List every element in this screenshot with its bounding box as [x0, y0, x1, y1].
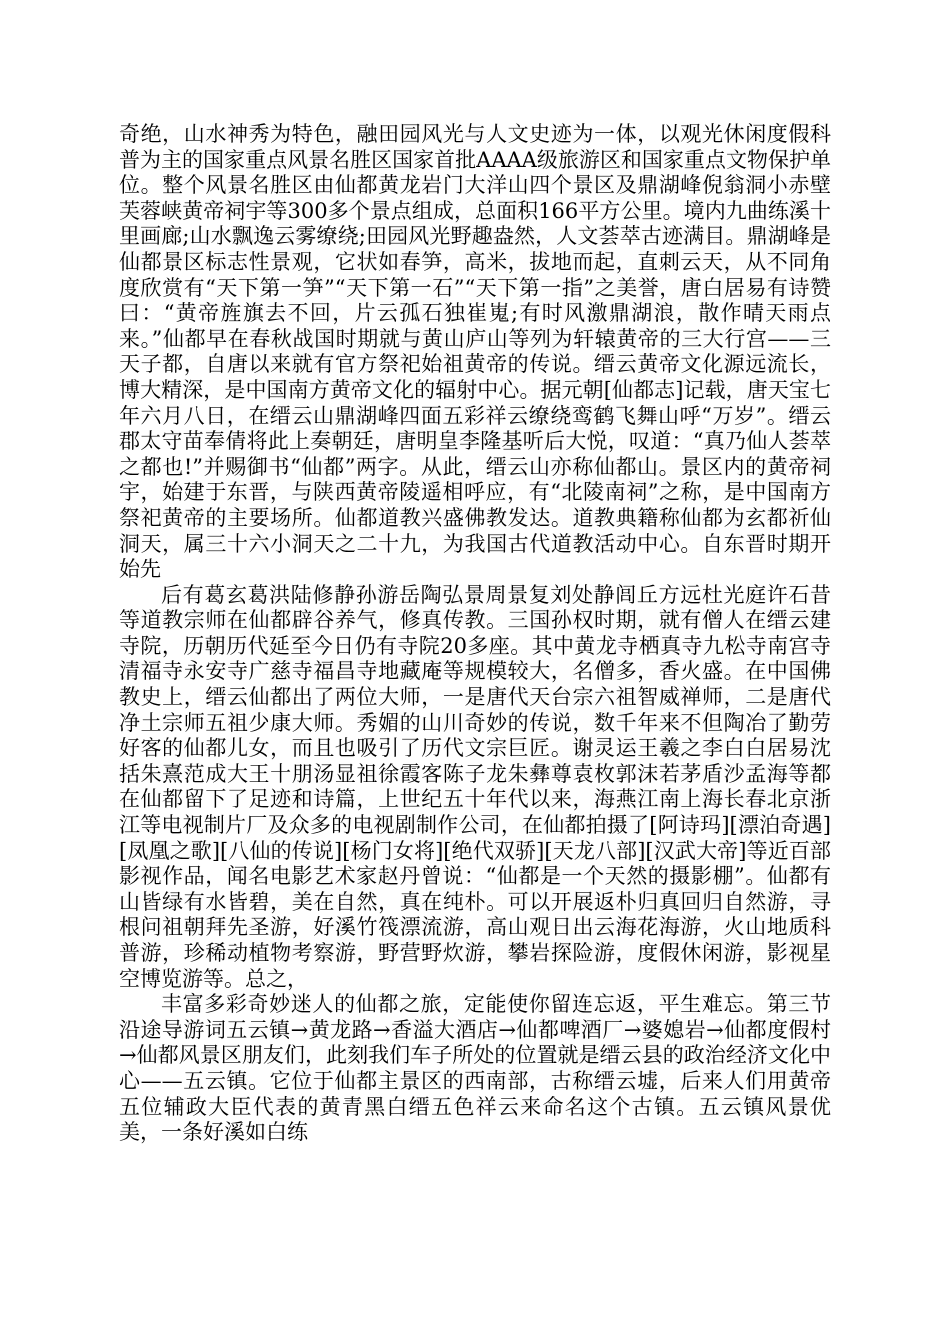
document-body [119, 122, 831, 1146]
paragraph-2: 后有葛玄葛洪陆修静孙游岳陶弘景周景复刘处静闾丘方远杜光庭许石昔等道教宗师在仙都辟谷养气，修真传教。三国孙权时期，就有僧人在缙云建寺院，历朝历代延至今日仍有寺院20多座。其中黄龙寺栖真寺九松寺南宫寺清福寺永安寺广慈寺福昌寺地藏庵等规模较大，名僧多，香火盛。在中国佛教史上，缙云仙都出了两位大师，一是唐代天台宗六祖智威禅师，二是唐代净土宗师五祖少康大师。秀媚的山川奇妙的传说，数千年来不但陶冶了勤劳好客的仙都儿女，而且也吸引了历代文宗巨匠。谢灵运王羲之李白白居易沈括朱熹范成大王十朋汤显祖徐霞客陈子龙朱彝尊袁枚郭沫若茅盾沙孟海等都在仙都留下了足迹和诗篇，上世纪五十年代以来，海燕江南上海长春北京浙江等电视制片厂及众多的电视剧制作公司，在仙都拍摄了[阿诗玛][漂泊奇遇][凤凰之歌][八仙的传说][杨门女将][绝代双骄][天龙八部][汉武大帝]等近百部影视作品，闻名电影艺术家赵丹曾说：“仙都是一个天然的摄影棚”。仙都有山皆绿有水皆碧，美在自然，真在纯朴。可以开展返朴归真回归自然游，寻根问祖朝拜先圣游，好溪竹筏漂流游，高山观日出云海花海游，火山地质科普游，珍稀动植物考察游，野营野炊游，攀岩探险游，度假休闲游，影视星空博览游等。总之， [119, 582, 832, 991]
paragraph-3: 丰富多彩奇妙迷人的仙都之旅，定能使你留连忘返，平生难忘。第三节沿途导游词五云镇→黄龙路→香溢大酒店→仙都啤酒厂→婆媳岩→仙都度假村→仙都风景区朋友们，此刻我们车子所处的位置就是缙云县的政治经济文化中心——五云镇。它位于仙都主景区的西南部，古称缙云墟，后来人们用黄帝五位辅政大臣代表的黄青黑白缙五色祥云来命名这个古镇。五云镇风景优美，一条好溪如白练 [119, 992, 831, 1145]
paragraph-1: 奇绝，山水神秀为特色，融田园风光与人文史迹为一体，以观光休闲度假科普为主的国家重点风景名胜区国家首批AAAA级旅游区和国家重点文物保护单位。整个风景名胜区由仙都黄龙岩门大洋山四个景区及鼎湖峰倪翁洞小赤壁芙蓉峡黄帝祠宇等300多个景点组成，总面积166平方公里。境内九曲练溪十里画廊;山水飘逸云雾缭绕;田园风光野趣盎然，人文荟萃古迹满目。鼎湖峰是仙都景区标志性景观，它状如春笋，高米，拔地而起，直刺云天，从不同角度欣赏有“天下第一笋”“天下第一石”“天下第一指”之美誉，唐白居易有诗赞曰：“黄帝旌旗去不回，片云孤石独崔嵬;有时风激鼎湖浪，散作晴天雨点来。”仙都早在春秋战国时期就与黄山庐山等列为轩辕黄帝的三大行宫——三天子都，自唐以来就有官方祭祀始祖黄帝的传说。缙云黄帝文化源远流长，博大精深，是中国南方黄帝文化的辐射中心。据元朝[仙都志]记载，唐天宝七年六月八日，在缙云山鼎湖峰四面五彩祥云缭绕鸾鹤飞舞山呼“万岁”。缙云郡太守苗奉倩将此上奏朝廷，唐明皇李隆基听后大悦，叹道：“真乃仙人荟萃之都也!”并赐御书“仙都”两字。从此，缙云山亦称仙都山。景区内的黄帝祠宇，始建于东晋，与陕西黄帝陵遥相呼应，有“北陵南祠”之称，是中国南方祭祀黄帝的主要场所。仙都道教兴盛佛教发达。道教典籍称仙都为玄都祈仙洞天，属三十六小洞天之二十九，为我国古代道教活动中心。自东晋时期开始先 [119, 122, 831, 582]
